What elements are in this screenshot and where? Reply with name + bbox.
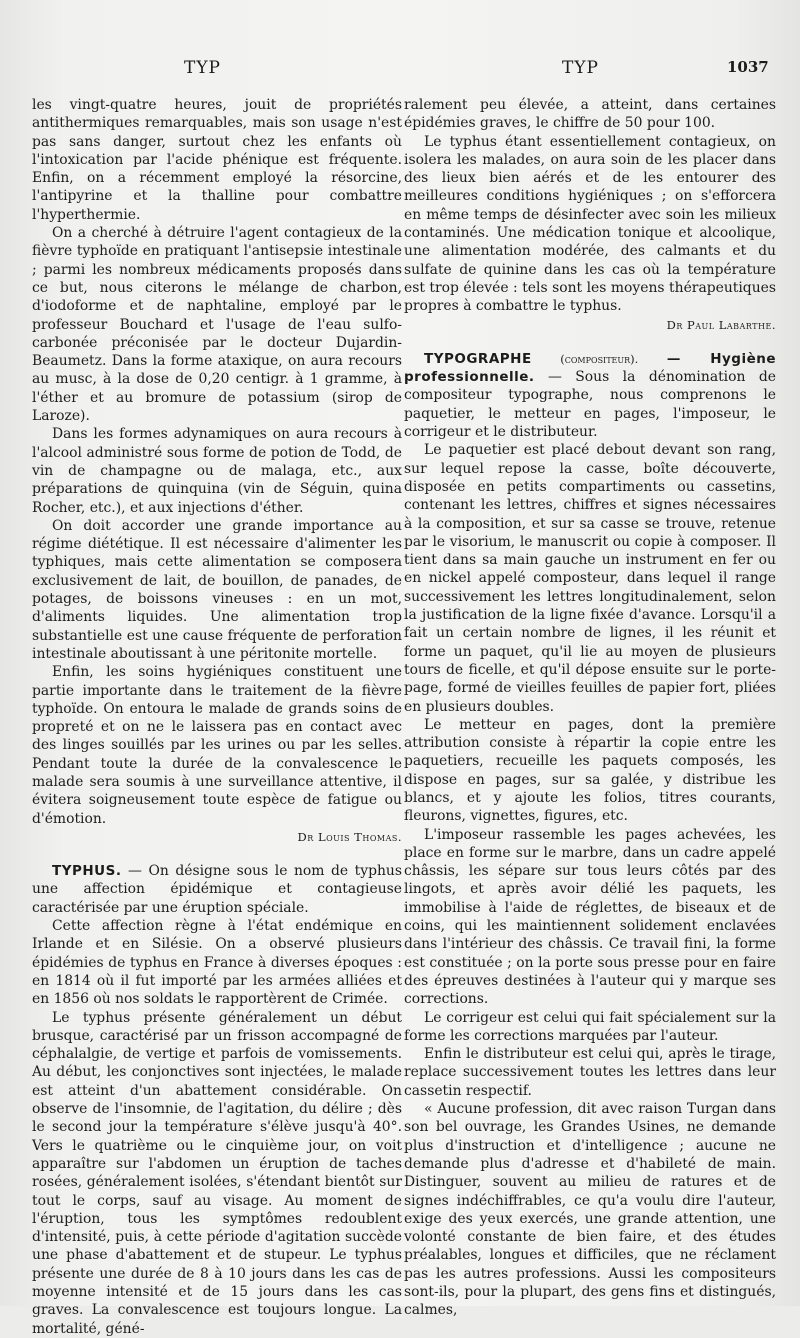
entry-section-title: — Hygiène professionnelle. [404, 350, 777, 386]
paragraph: Enfin, les soins hygiéniques constituent une partie importante dans le traitement de la fièvre typhoïde. On entoura le malade de grands soins de propreté et on ne le laissera pas en contact avec des linges souillés par les urines ou par les selles. Pendant toute la durée de la convalescence le malade sera soumis à une surveillance attentive, il évitera soigneusement toute espèce de fatigue ou d'émotion. [32, 664, 402, 827]
page-number: 1037 [727, 58, 769, 76]
paragraph: On doit accorder une grande importance au régime diététique. Il est nécessaire d'alimenter les typhiques, mais cette alimentation se composera exclusivement de lait, de bouillon, de panades, de potages, de boissons vineuses : en un mot, d'aliments liquides. Une alimentation trop substantielle est une cause fréquente de perforation intestinale aboutissant à une péritonite mortelle. [32, 517, 402, 662]
paragraph: Le corrigeur est celui qui fait spécialement sur la forme les corrections marquées par l'auteur. [404, 1009, 776, 1044]
entry-typographe [404, 350, 776, 441]
right-column [404, 96, 776, 1320]
paragraph: Enfin le distributeur est celui qui, après le tirage, replace successivement toutes les lettres dans leur cassetin respectif. [404, 1046, 776, 1099]
entry-headword: TYPHUS. [52, 863, 122, 880]
paragraph: les vingt-quatre heures, jouit de propriétés antithermiques remarquables, mais son usage n'est pas sans danger, surtout chez les enfants où l'intoxication par l'acide phénique est fréquente. Enfin, on a récemment employé la résorcine, l'antipyrine et la thalline pour combattre l'hyperthermie. [32, 97, 402, 223]
paragraph: ralement peu élevée, a atteint, dans certaines épidémies graves, le chiffre de 50 pour 100. [404, 97, 776, 132]
paragraph: Le paquetier est placé debout devant son rang, sur lequel repose la casse, boîte découverte, disposée en petits compartiments ou cassetins, contenant les lettres, chiffres et signes nécessaires à la composition, et sur sa casse se trouve, retenue par le visorium, le manuscrit ou copie à composer. Il tient dans sa main gauche un instrument en fer ou en nickel appelé composteur, dans lequel il range successivement les lettres longitudinalement, selon la justification de la ligne fixée d'avance. Lorsqu'il a fait un certain nombre de lignes, il les réunit et forme un paquet, qu'il lie au moyen de plusieurs tours de ficelle, et qu'il dépose ensuite sur le porte-page, formé de vieilles feuilles de papier fort, pliées en plusieurs doubles. [404, 442, 776, 715]
paragraph: On a cherché à détruire l'agent contagieux de la fièvre typhoïde en pratiquant l'antisepsie intestinale ; parmi les nombreux médicaments proposés dans ce but, nous citerons le mélange de charbon, d'iodoforme et de naphtaline, employé par le professeur Bouchard et l'usage de l'eau sulfo-carbonée préconisée par le docteur Dujardin-Beaumetz. Dans la forme ataxique, on aura recours au musc, à la dose de 0,20 centigr. à 1 gramme, à l'éther et au bromure de potassium (sirop de Laroze). [32, 225, 402, 425]
paragraph: Le typhus présente généralement un début brusque, caractérisé par un frisson accompagné de céphalalgie, de vertige et parfois de vomissements. Au début, les conjonctives sont injectées, le malade est atteint d'un abattement considérable. On observe de l'insomnie, de l'agitation, du délire ; dès le second jour la température s'élève jusqu'à 40°. Vers le quatrième ou le cinquième jour, on voit apparaître sur l'abdomen un éruption de taches rosées, généralement isolées, s'étendant bientôt sur tout le corps, sauf au visage. Au moment de l'éruption, tous les symptômes redoublent d'intensité, puis, à cette période d'agitation succède une phase d'abattement et de stupeur. Le typhus présente une durée de 8 à 10 jours dans les cas de moyenne intensité et de 15 jours dans les cas graves. La convalescence est toujours longue. La mortalité, géné- [32, 1009, 402, 1337]
author-signature: Dr Louis Thomas. [297, 829, 402, 844]
paragraph: « Aucune profession, dit avec raison Turgan dans son bel ouvrage, les Grandes Usines, ne demande plus d'instruction et d'intelligence ; aucune ne demande plus d'adresse et d'habileté de main. Distinguer, souvent au milieu de ratures et de signes indéchiffrables, ce qu'a voulu dire l'auteur, exige des yeux exercés, une grande attention, une volonté constante de bien faire, et des études préalables, longues et difficiles, que ne réclament pas les autres professions. Aussi les compositeurs sont-ils, pour la plupart, des gens fins et distingués, calmes, [404, 1101, 776, 1319]
paragraph: L'imposeur rassemble les pages achevées, les place en forme sur le marbre, dans un cadre appelé châssis, les sépare sur tous leurs côtés par des lingots, et après avoir délié les paquets, les immobilise à l'aide de réglettes, de biseaux et de coins, qui les maintiennent solidement enclavées dans l'intérieur des châssis. Ce travail fini, la forme est constituée ; on la porte sous presse pour en faire des épreuves destinées à l'auteur qui y marque ses corrections. [404, 826, 776, 1008]
paragraph: Cette affection règne à l'état endémique en Irlande et en Silésie. On a observé plusieurs épidémies de typhus en France à diverses époques : en 1814 où il fut importé par les armées alliées et en 1856 où nos soldats le rapportèrent de Crimée. [32, 918, 402, 1008]
entry-headword: TYPOGRAPHE [424, 350, 532, 367]
running-header [0, 58, 800, 82]
header-left-keyword: TYP [184, 58, 221, 78]
paragraph: Le typhus étant essentiellement contagieux, on isolera les malades, on aura soin de les placer dans des lieux bien aérés et de les entourer des meilleures conditions hygiéniques ; on s'efforcera en même temps de désinfecter avec soin les milieux contaminés. Une médication tonique et alcoolique, une alimentation modérée, des calmants et du sulfate de quinine dans les cas où la température est trop élevée : tels sont les moyens thérapeutiques propres à combattre le typhus. [404, 133, 776, 315]
entry-definition: — Sous la dénomination de compositeur typographe, nous comprenons le paquetier, le metteur en pages, l'imposeur, le corrigeur et le distributeur. [404, 369, 776, 441]
entry-typhus [32, 862, 402, 917]
left-column [32, 96, 402, 1338]
entry-definition: — On désigne sous le nom de typhus une affection épidémique et contagieuse caractérisée par une éruption spéciale. [32, 863, 402, 916]
paragraph: Le metteur en pages, dont la première attribution consiste à répartir la copie entre les paquetiers, recueille les paquets composés, les dispose en pages, sur sa galée, y distribue les blancs, et y ajoute les folios, titres courants, fleurons, vignettes, figures, etc. [404, 716, 776, 825]
entry-qualifier: (compositeur). [560, 351, 639, 366]
header-right-keyword: TYP [562, 58, 599, 78]
paragraph: Dans les formes adynamiques on aura recours à l'alcool administré sous forme de potion de Todd, de vin de champagne ou de malaga, etc., aux préparations de quinquina (vin de Séguin, quina Rocher, etc.), et aux injections d'éther. [32, 426, 402, 516]
author-signature: Dr Paul Labarthe. [666, 317, 776, 332]
